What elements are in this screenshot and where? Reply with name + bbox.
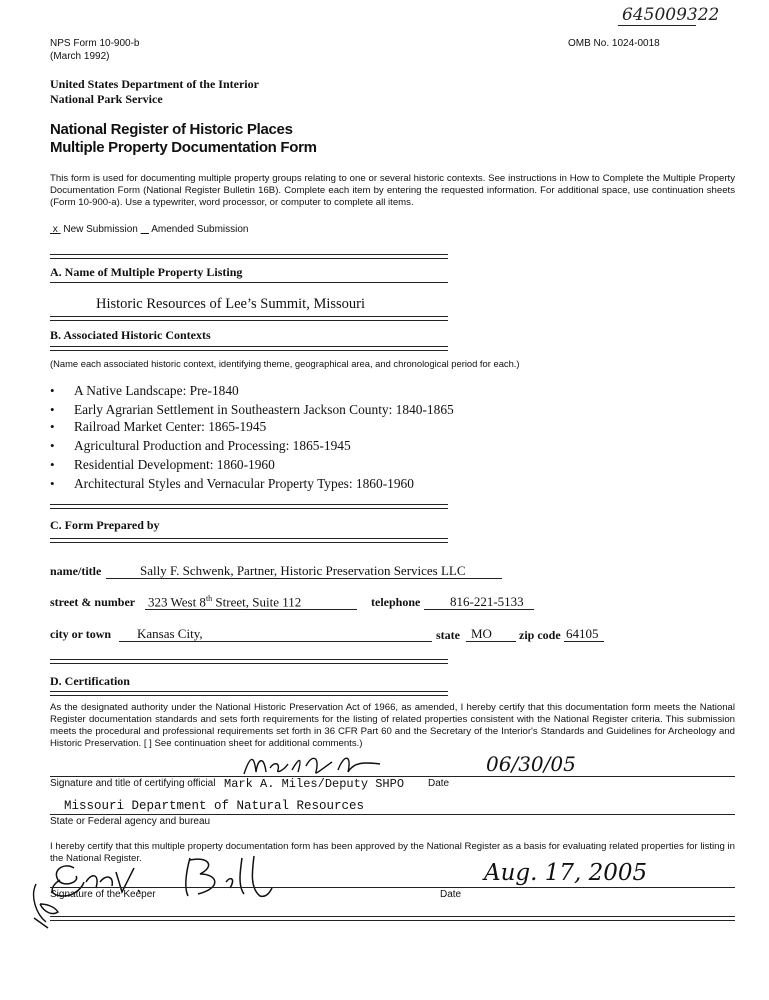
list-item: • Early Agrarian Settlement in Southeastern Jackson County: 1840-1865 (50, 401, 454, 418)
service-name: National Park Service (50, 92, 163, 106)
state-label: state (436, 628, 460, 642)
signature-date-label: Date (428, 778, 450, 789)
agency-line (50, 814, 735, 815)
name-title-value: Sally F. Schwenk, Partner, Historic Preservation Services LLC (140, 563, 466, 578)
form-title-line1: National Register of Historic Places (50, 121, 293, 138)
section-a-underline (50, 282, 448, 283)
signature-label: Signature and title of certifying official (50, 778, 216, 789)
section-b-heading: B. Associated Historic Contexts (50, 328, 211, 342)
multiple-property-name: Historic Resources of Lee’s Summit, Missouri (96, 296, 366, 312)
list-item: • Residential Development: 1860-1960 (50, 456, 454, 473)
submission-type (50, 224, 248, 235)
section-divider (50, 316, 448, 321)
section-divider (50, 659, 448, 664)
city-field[interactable] (119, 626, 432, 642)
state-field[interactable] (466, 626, 516, 642)
handwritten-reference-number: 645009322 (622, 5, 720, 25)
section-a-heading: A. Name of Multiple Property Listing (50, 265, 243, 279)
department-name: United States Department of the Interior (50, 77, 259, 91)
city-label: city or town (50, 627, 112, 641)
new-submission-label: New Submission (63, 224, 138, 235)
bottom-divider (50, 916, 735, 921)
historic-contexts-list (50, 380, 454, 491)
form-date: (March 1992) (50, 51, 110, 62)
agency-label: State or Federal agency and bureau (50, 816, 211, 827)
certifying-official-signature (240, 752, 390, 778)
section-divider (50, 504, 448, 509)
zip-label: zip code (519, 628, 561, 642)
section-d-heading: D. Certification (50, 674, 130, 688)
keeper-date-handwritten: Aug. 17, 2005 (484, 860, 648, 886)
approval-statement: I hereby certify that this multiple property documentation form has been approved by the National Register as a basis for evaluating related properties for listing in the National Register. (50, 841, 735, 864)
section-c-heading: C. Form Prepared by (50, 518, 160, 532)
keeper-signature-label: Signature of the Keeper (50, 889, 156, 900)
name-title-label: name/title (50, 564, 102, 578)
reference-underline (618, 25, 696, 26)
section-divider (50, 254, 448, 259)
telephone-field[interactable] (424, 594, 534, 610)
list-item: • Railroad Market Center: 1865-1945 (50, 418, 454, 435)
telephone-value: 816-221-5133 (450, 594, 524, 609)
new-submission-checkbox[interactable]: x (52, 224, 58, 235)
street-value: 323 West 8th Street, Suite 112 (148, 594, 302, 610)
keeper-signature-line (50, 887, 735, 888)
zip-field[interactable] (564, 626, 604, 642)
name-title-field[interactable] (106, 563, 502, 579)
amended-submission-checkbox[interactable] (141, 224, 149, 235)
amended-submission-label: Amended Submission (151, 224, 249, 235)
city-value: Kansas City, (137, 626, 203, 641)
street-field[interactable] (145, 594, 357, 610)
section-d-underline (50, 691, 448, 696)
street-label: street & number (50, 595, 136, 609)
zip-value: 64105 (566, 626, 599, 641)
keeper-date-label: Date (440, 889, 462, 900)
list-item: • Architectural Styles and Vernacular Property Types: 1860-1960 (50, 475, 454, 492)
certification-statement: As the designated authority under the National Historic Preservation Act of 1966, as amended, I hereby certify that this documentation form meets the National Register documentation standards and sets forth requirements for the listing of related properties consistent with the National Register criteria. This submission meets the procedural and professional requirements set forth in 36 CFR Part 60 and the Secretary of the Interior's Standards and Guidelines for Archeology and Historic Preservation. [ ] See continuation sheet for additional comments.) (50, 702, 735, 749)
form-title-line2: Multiple Property Documentation Form (50, 139, 317, 156)
section-c-underline (50, 538, 448, 543)
list-item: • Agricultural Production and Processing: 1865-1945 (50, 437, 454, 454)
intro-instructions: This form is used for documenting multiple property groups relating to one or several historic contexts. See instructions in How to Complete the Multiple Property Documentation Form (National Register Bulletin 16B). Complete each item by entering the requested information. For additional space, use continuation sheets (Form 10-900-a). Use a typewriter, word processor, or computer to complete all items. (50, 173, 735, 208)
form-number: NPS Form 10-900-b (50, 38, 140, 49)
certifying-official-typed: Mark A. Miles/Deputy SHPO (224, 777, 405, 791)
telephone-label: telephone (371, 595, 421, 609)
section-b-underline (50, 346, 448, 351)
state-value: MO (471, 626, 492, 641)
omb-number: OMB No. 1024-0018 (568, 38, 660, 49)
certification-date-handwritten: 06/30/05 (486, 752, 576, 776)
agency-value: Missouri Department of Natural Resources (64, 799, 365, 813)
list-item: • A Native Landscape: Pre-1840 (50, 382, 454, 399)
section-b-note: (Name each associated historic context, identifying theme, geographical area, and chronological period for each.) (50, 358, 520, 369)
